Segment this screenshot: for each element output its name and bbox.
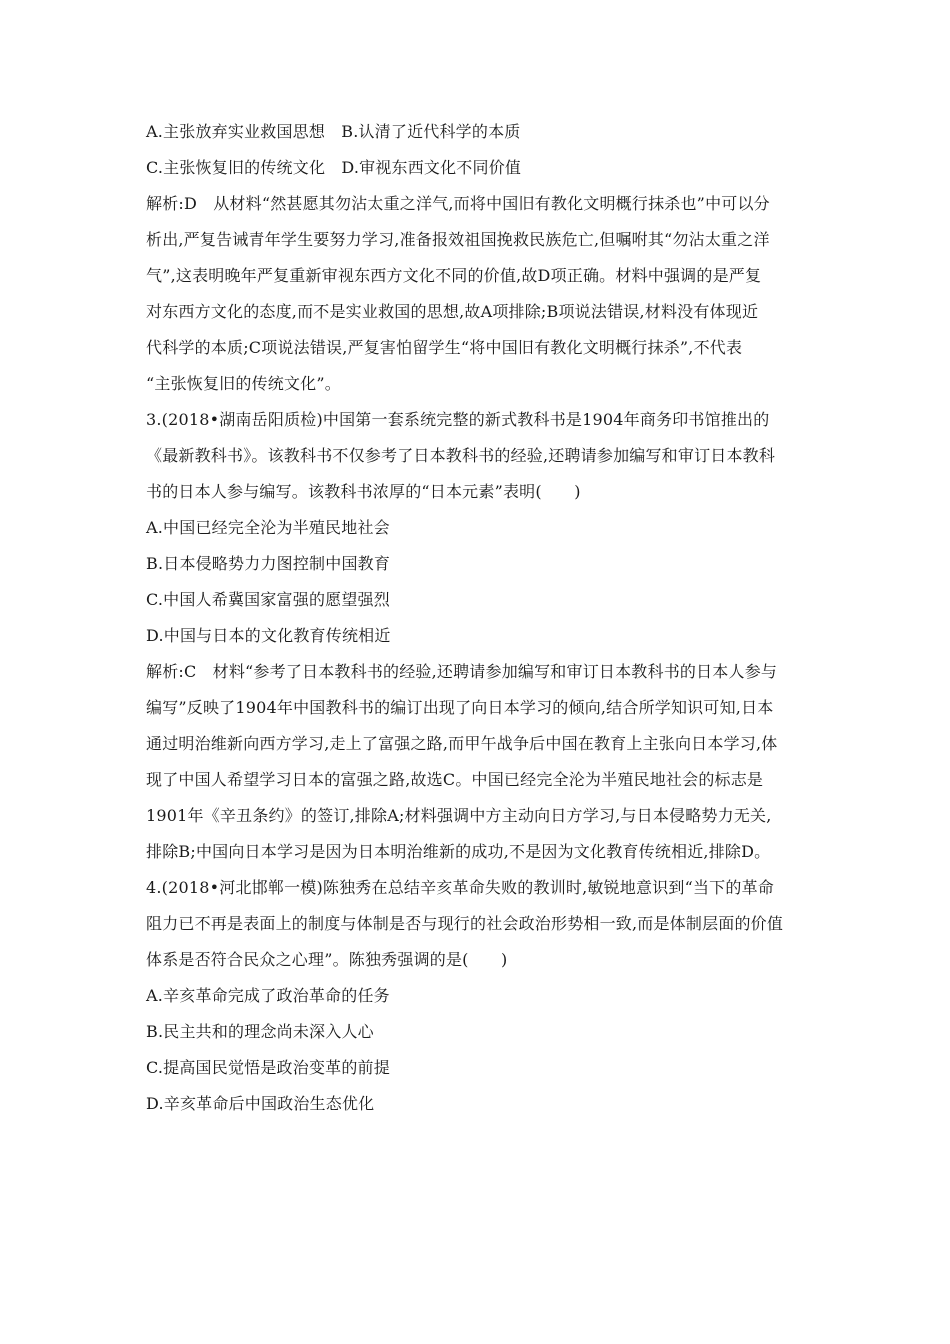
q4-stem-line: 4.(2018•河北邯郸一模)陈独秀在总结辛亥革命失败的教训时,敏锐地意识到“当下的革命 (146, 878, 774, 897)
q3-option-c: C.中国人希冀国家富强的愿望强烈 (146, 590, 390, 609)
q4-option-a: A.辛亥革命完成了政治革命的任务 (146, 986, 390, 1005)
q2-analysis (146, 193, 816, 409)
q2-analysis-line: 解析:D 从材料“然甚愿其勿沾太重之洋气,而将中国旧有教化文明概行抹杀也”中可以分 (146, 194, 770, 213)
q2-options-ab: A.主张放弃实业救国思想 B.认清了近代科学的本质 (146, 122, 521, 141)
q2-options-cd: C.主张恢复旧的传统文化 D.审视东西文化不同价值 (146, 158, 522, 177)
q3-option-b: B.日本侵略势力力图控制中国教育 (146, 554, 391, 573)
q3-stem-line: 书的日本人参与编写。该教科书浓厚的“日本元素”表明( ) (146, 482, 581, 501)
q2-analysis-line: 代科学的本质;C项说法错误,严复害怕留学生“将中国旧有教化文明概行抹杀”,不代表 (146, 338, 743, 357)
q4-options (146, 985, 816, 1129)
q2-analysis-line: “主张恢复旧的传统文化”。 (146, 374, 341, 393)
q3-stem-line: 《最新教科书》。该教科书不仅参考了日本教科书的经验,还聘请参加编写和审订日本教科 (146, 446, 776, 465)
q3-analysis-line: 解析:C 材料“参考了日本教科书的经验,还聘请参加编写和审订日本教科书的日本人参与 (146, 662, 778, 681)
q3-analysis (146, 661, 816, 877)
q3-analysis-line: 编写”反映了1904年中国教科书的编订出现了向日本学习的倾向,结合所学知识可知,日本 (146, 698, 774, 717)
q3-option-a: A.中国已经完全沦为半殖民地社会 (146, 518, 390, 537)
q3-stem-line: 3.(2018•湖南岳阳质检)中国第一套系统完整的新式教科书是1904年商务印书馆推出的 (146, 410, 770, 429)
q3-analysis-line: 通过明治维新向西方学习,走上了富强之路,而甲午战争后中国在教育上主张向日本学习,体 (146, 734, 778, 753)
q4-option-d: D.辛亥革命后中国政治生态优化 (146, 1094, 375, 1113)
q4-stem-line: 阻力已不再是表面上的制度与体制是否与现行的社会政治形势相一致,而是体制层面的价值 (146, 914, 784, 933)
document-page (146, 121, 816, 1129)
q2-analysis-line: 气”,这表明晚年严复重新审视东西方文化不同的价值,故D项正确。材料中强调的是严复 (146, 266, 762, 285)
q3-option-d: D.中国与日本的文化教育传统相近 (146, 626, 391, 645)
q4-stem (146, 877, 816, 985)
q4-stem-line: 体系是否符合民众之心理”。陈独秀强调的是( ) (146, 950, 508, 969)
q3-stem (146, 409, 816, 517)
q2-analysis-line: 析出,严复告诫青年学生要努力学习,准备报效祖国挽救民族危亡,但嘱咐其“勿沾太重之洋 (146, 230, 770, 249)
q4-option-b: B.民主共和的理念尚未深入人心 (146, 1022, 374, 1041)
q3-options (146, 517, 816, 661)
q2-analysis-line: 对东西方文化的态度,而不是实业救国的思想,故A项排除;B项说法错误,材料没有体现近 (146, 302, 759, 321)
q3-analysis-line: 现了中国人希望学习日本的富强之路,故选C。中国已经完全沦为半殖民地社会的标志是 (146, 770, 764, 789)
q3-analysis-line: 1901年《辛丑条约》的签订,排除A;材料强调中方主动向日方学习,与日本侵略势力无关, (146, 806, 772, 825)
q3-analysis-line: 排除B;中国向日本学习是因为日本明治维新的成功,不是因为文化教育传统相近,排除D。 (146, 842, 771, 861)
q4-option-c: C.提高国民觉悟是政治变革的前提 (146, 1058, 390, 1077)
